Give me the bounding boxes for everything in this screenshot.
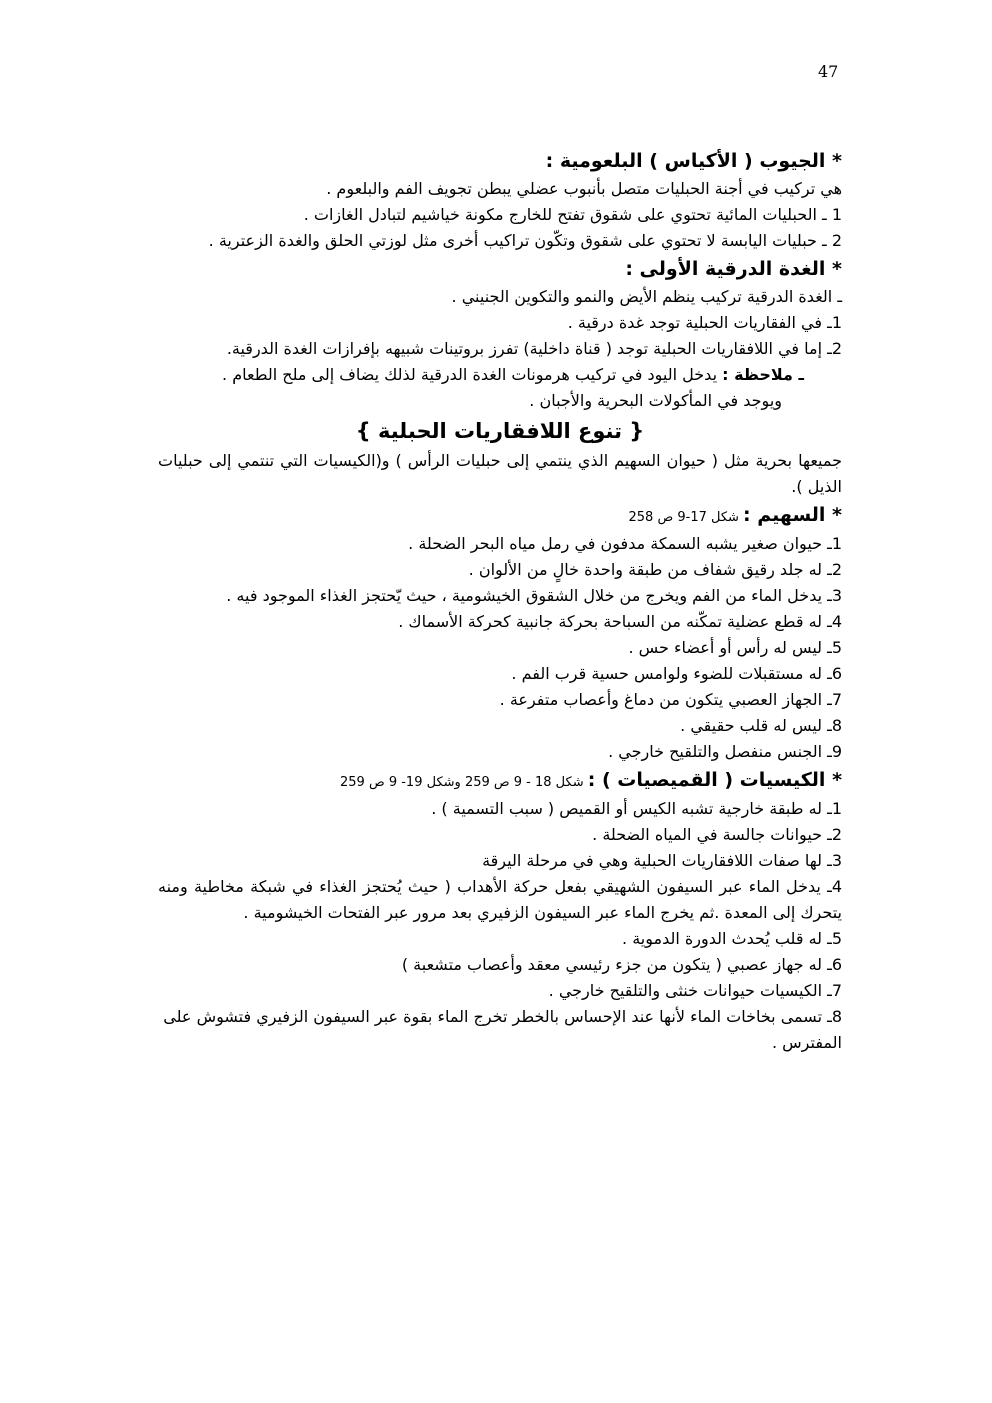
paragraph: ـ الغدة الدرقية تركيب ينظم الأيض والنمو والتكوين الجنيني . <box>451 287 842 306</box>
section-title-tunicates: * الكيسيات ( القميصيات ) : <box>587 769 842 791</box>
section-title-diversity: { تنوع اللافقاريات الحبلية } <box>355 419 645 443</box>
note-label: ـ ملاحظة : <box>722 365 804 384</box>
list-item: 8ـ ليس له قلب حقيقي . <box>680 716 842 735</box>
note-text: يدخل اليود في تركيب هرمونات الغدة الدرقية لذلك يضاف إلى ملح الطعام . <box>222 365 723 384</box>
figure-reference: شكل 18 - 9 ص 259 وشكل 19- 9 ص 259 <box>340 775 588 790</box>
section-title-lancelet: * السهيم : <box>743 504 842 526</box>
tunicates-heading <box>158 765 842 796</box>
note <box>158 362 842 388</box>
section-title-thyroid: * الغدة الدرقية الأولى : <box>625 258 842 280</box>
list-item: 6ـ له مستقبلات للضوء ولوامس حسية قرب الفم . <box>511 664 842 683</box>
list-item: 2ـ إما في اللافقاريات الحبلية توجد ( قناة داخلية) تفرز بروتينات شبيهه بإفرازات الغدة الدرقية. <box>226 339 842 358</box>
section-title-pharyngeal-pouches: * الجيوب ( الأكياس ) البلعومية : <box>545 150 842 172</box>
note-continuation: ويوجد في المأكولات البحرية والأجبان . <box>529 391 782 410</box>
list-item: 2ـ حيوانات جالسة في المياه الضحلة . <box>592 825 842 844</box>
list-item: 3ـ يدخل الماء من الفم ويخرج من خلال الشقوق الخيشومية ، حيث يّحتجز الغذاء الموجود فيه . <box>226 586 842 605</box>
paragraph: هي تركيب في أجنة الحبليات متصل بأنبوب عضلي يبطن تجويف الفم والبلعوم . <box>326 179 842 198</box>
list-item: 4ـ له قطع عضلية تمكّنه من السباحة بحركة جانبية كحركة الأسماك . <box>398 612 842 631</box>
list-item: 4ـ يدخل الماء عبر السيفون الشهيقي بفعل حركة الأهداب ( حيث يُحتجز الغذاء في شبكة مخاطية ومنه يتحرك إلى المعدة .ثم يخرج الماء عبر السيفون الزفيري بعد مرور عبر الفتحات الخيشومية . <box>158 877 842 922</box>
list-item: 8ـ تسمى بخاخات الماء لأنها عند الإحساس بالخطر تخرج الماء بقوة عبر السيفون الزفيري فتشوش على المفترس . <box>163 1007 842 1052</box>
list-item: 1ـ في الفقاريات الحبلية توجد غدة درقية . <box>567 313 842 332</box>
list-item: 2 ـ حبليات اليابسة لا تحتوي على شقوق وتكّون تراكيب أخرى مثل لوزتي الحلق والغدة الزعترية . <box>208 231 842 250</box>
page-number: 47 <box>818 62 839 81</box>
list-item: 7ـ الكيسيات حيوانات خنثى والتلقيح خارجي . <box>548 981 842 1000</box>
list-item: 1 ـ الحبليات المائية تحتوي على شقوق تفتح للخارج مكونة خياشيم لتبادل الغازات . <box>303 205 842 224</box>
list-item: 5ـ ليس له رأس أو أعضاء حس . <box>628 638 842 657</box>
list-item: 3ـ لها صفات اللافقاريات الحبلية وهي في مرحلة اليرقة <box>482 851 842 870</box>
list-item: 9ـ الجنس منفصل والتلقيح خارجي . <box>608 742 842 761</box>
list-item: 6ـ له جهاز عصبي ( يتكون من جزء رئيسي معقد وأعصاب متشعبة ) <box>401 955 842 974</box>
list-item: 1ـ حيوان صغير يشبه السمكة مدفون في رمل مياه البحر الضحلة . <box>408 534 842 553</box>
list-item: 7ـ الجهاز العصبي يتكون من دماغ وأعصاب متفرعة . <box>499 690 842 709</box>
list-item: 1ـ له طبقة خارجية تشبه الكيس أو القميص ( سبب التسمية ) . <box>431 799 842 818</box>
list-item: 5ـ له قلب يُحدث الدورة الدموية . <box>622 929 842 948</box>
paragraph: جميعها بحرية مثل ( حيوان السهيم الذي ينتمي إلى حبليات الرأس ) و(الكيسيات التي تنتمي إلى حبليات الذيل ). <box>158 451 842 496</box>
lancelet-heading <box>158 500 842 531</box>
list-item: 2ـ له جلد رقيق شفاف من طبقة واحدة خالٍ من الألوان . <box>468 560 842 579</box>
document-body <box>158 146 842 1056</box>
figure-reference: شكل 17-9 ص 258 <box>628 510 744 525</box>
